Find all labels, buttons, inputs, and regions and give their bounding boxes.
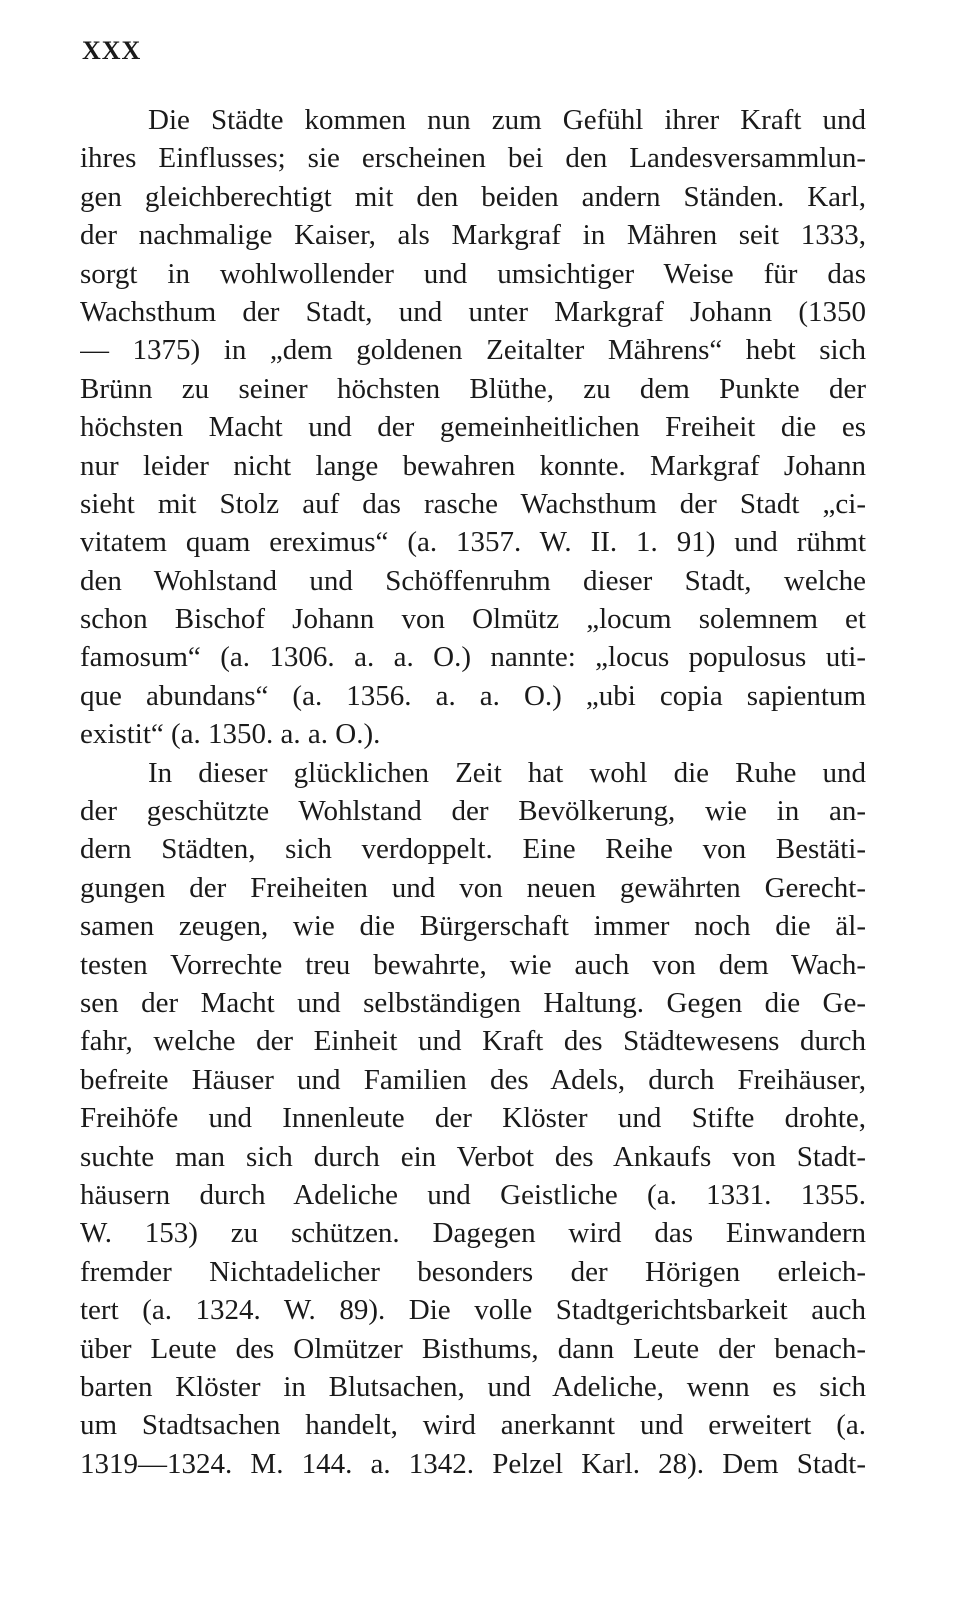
text-line: ihres Einflusses; sie erscheinen bei den Landesversammlun- (80, 142, 866, 175)
paragraph-2 (80, 754, 866, 1483)
text-line: samen zeugen, wie die Bürgerschaft immer noch die äl- (80, 910, 866, 943)
text-line: Freihöfe und Innenleute der Klöster und Stifte drohte, (80, 1102, 866, 1135)
text-line: fahr, welche der Einheit und Kraft des Städtewesens durch (80, 1025, 866, 1058)
text-line: fremder Nichtadelicher besonders der Hörigen erleich- (80, 1255, 866, 1288)
body-text (80, 101, 866, 1483)
text-line: Die Städte kommen nun zum Gefühl ihrer Kraft und (148, 104, 866, 136)
text-line: que abundans“ (a. 1356. a. a. O.) „ubi copia sapientum (80, 679, 866, 712)
text-line: tert (a. 1324. W. 89). Die volle Stadtgerichtsbarkeit auch (80, 1294, 866, 1327)
text-line: Brünn zu seiner höchsten Blüthe, zu dem Punkte der (80, 372, 866, 405)
text-line: der geschützte Wohlstand der Bevölkerung, wie in an- (80, 795, 866, 828)
text-line: W. 153) zu schützen. Dagegen wird das Einwandern (80, 1217, 866, 1250)
text-line: gen gleichberechtigt mit den beiden andern Ständen. Karl, (80, 180, 866, 213)
text-line: sieht mit Stolz auf das rasche Wachsthum der Stadt „ci- (80, 487, 866, 520)
text-line: schon Bischof Johann von Olmütz „locum solemnem et (80, 603, 866, 636)
text-line: testen Vorrechte treu bewahrte, wie auch von dem Wach- (80, 948, 866, 981)
text-line: — 1375) in „dem goldenen Zeitalter Mährens“ hebt sich (80, 334, 866, 367)
page-number: XXX (82, 36, 142, 65)
text-line: 1319—1324. M. 144. a. 1342. Pelzel Karl. 28). Dem Stadt- (80, 1447, 866, 1480)
text-line: famosum“ (a. 1306. a. a. O.) nannte: „locus populosus uti- (80, 641, 866, 674)
text-line: dern Städten, sich verdoppelt. Eine Reihe von Bestäti- (80, 833, 866, 866)
text-line: höchsten Macht und der gemeinheitlichen Freiheit die es (80, 411, 866, 444)
paragraph-1 (80, 101, 866, 754)
text-line: gungen der Freiheiten und von neuen gewährten Gerecht- (80, 871, 866, 904)
text-line: barten Klöster in Blutsachen, und Adeliche, wenn es sich (80, 1370, 866, 1403)
text-line: nur leider nicht lange bewahren konnte. Markgraf Johann (80, 449, 866, 482)
text-line: häusern durch Adeliche und Geistliche (a. 1331. 1355. (80, 1178, 866, 1211)
text-line: sen der Macht und selbständigen Haltung. Gegen die Ge- (80, 986, 866, 1019)
text-line: über Leute des Olmützer Bisthums, dann Leute der benach- (80, 1332, 866, 1365)
text-line: In dieser glücklichen Zeit hat wohl die Ruhe und (148, 756, 866, 789)
text-line: Wachsthum der Stadt, und unter Markgraf Johann (1350 (80, 295, 866, 328)
text-line: den Wohlstand und Schöffenruhm dieser Stadt, welche (80, 564, 866, 597)
text-line: um Stadtsachen handelt, wird anerkannt und erweitert (a. (80, 1409, 866, 1442)
text-line: suchte man sich durch ein Verbot des Ankaufs von Stadt- (80, 1140, 866, 1173)
text-line: befreite Häuser und Familien des Adels, durch Freihäuser, (80, 1063, 866, 1096)
text-line: vitatem quam ereximus“ (a. 1357. W. II. 1. 91) und rühmt (80, 526, 866, 559)
text-line: existit“ (a. 1350. a. a. O.). (80, 718, 381, 751)
text-line: der nachmalige Kaiser, als Markgraf in Mähren seit 1333, (80, 219, 866, 252)
text-line: sorgt in wohlwollender und umsichtiger Weise für das (80, 257, 866, 290)
